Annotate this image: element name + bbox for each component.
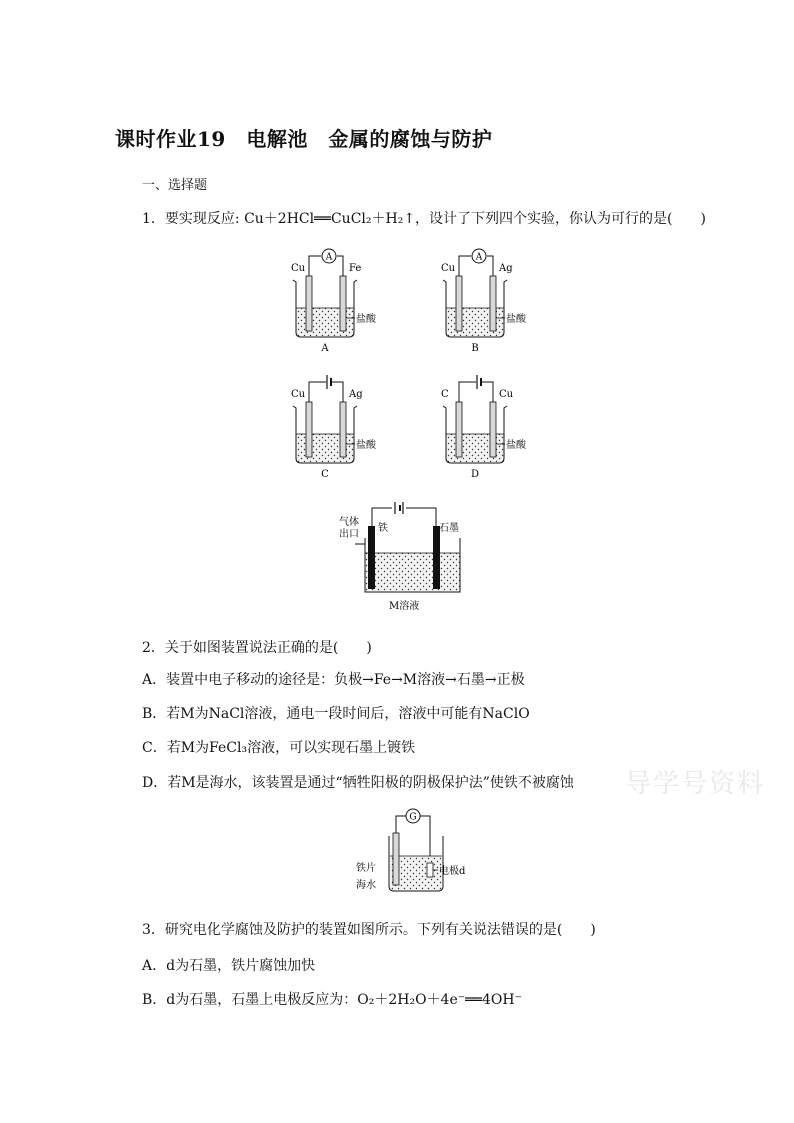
right-electrode-label: Cu xyxy=(499,389,514,400)
q2-option-d: D．若M是海水，该装置是通过“牺牲阳极的阴极保护法”使铁不被腐蚀 xyxy=(142,775,574,791)
galvanometer-symbol: G xyxy=(409,812,417,823)
graphite-electrode-label: 石墨 xyxy=(439,523,459,534)
option-letter: C xyxy=(321,469,329,480)
right-electrode-label: Ag xyxy=(499,263,513,274)
ammeter-symbol: A xyxy=(325,252,333,263)
left-electrode-label: Cu xyxy=(291,389,306,400)
right-electrode-label: Fe xyxy=(349,263,362,274)
option-letter: D xyxy=(470,469,480,480)
beaker-figure-d xyxy=(435,370,535,486)
watermark: 导学号资料 xyxy=(625,769,766,799)
q3-option-a: A．d为石墨，铁片腐蚀加快 xyxy=(142,958,316,974)
corrosion-figure xyxy=(352,806,477,902)
solution-label: M溶液 xyxy=(389,601,420,612)
section-heading: 一、选择题 xyxy=(142,178,208,193)
solution-label: 盐酸 xyxy=(506,440,526,451)
q3-stem: 3．研究电化学腐蚀及防护的装置如图所示。下列有关说法错误的是( ) xyxy=(142,922,596,938)
right-electrode-label: Ag xyxy=(349,389,363,400)
electrode-d-label: 电极d xyxy=(439,866,466,877)
seawater-label: 海水 xyxy=(356,880,376,891)
beaker-figure-b xyxy=(435,244,535,360)
solution-label: 盐酸 xyxy=(356,440,376,451)
option-letter: B xyxy=(471,343,479,354)
q2-option-a: A．装置中电子移动的途径是：负极→Fe→M溶液→石墨→正极 xyxy=(142,672,525,688)
left-electrode-label: Cu xyxy=(291,263,306,274)
q2-option-c: C．若M为FeCl₃溶液，可以实现石墨上镀铁 xyxy=(142,740,416,756)
left-electrode-label: Cu xyxy=(441,263,456,274)
left-electrode-label: C xyxy=(441,389,449,400)
page-title: 课时作业19 电解池 金属的腐蚀与防护 xyxy=(115,127,493,151)
solution-label: 盐酸 xyxy=(356,314,376,325)
beaker-figure-c xyxy=(285,370,385,486)
ammeter-symbol: A xyxy=(475,252,483,263)
q2-option-b: B．若M为NaCl溶液，通电一段时间后，溶液中可能有NaClO xyxy=(142,706,530,722)
iron-plate-label: 铁片 xyxy=(356,863,376,874)
q1-stem: 1．要实现反应: Cu＋2HCl══CuCl₂＋H₂↑，设计了下列四个实验，你认为可行的是( ) xyxy=(142,211,706,227)
q3-option-b: B．d为石墨，石墨上电极反应为：O₂＋2H₂O＋4e⁻══4OH⁻ xyxy=(142,992,522,1008)
solution-label: 盐酸 xyxy=(506,314,526,325)
electrolysis-figure xyxy=(335,498,465,620)
option-letter: A xyxy=(321,343,329,354)
beaker-figure-a xyxy=(285,244,385,360)
gas-outlet-label-2: 出口 xyxy=(339,529,359,540)
iron-electrode-label: 铁 xyxy=(378,523,388,534)
q2-stem: 2．关于如图装置说法正确的是( ) xyxy=(142,640,372,656)
gas-outlet-label-1: 气体 xyxy=(339,517,359,528)
